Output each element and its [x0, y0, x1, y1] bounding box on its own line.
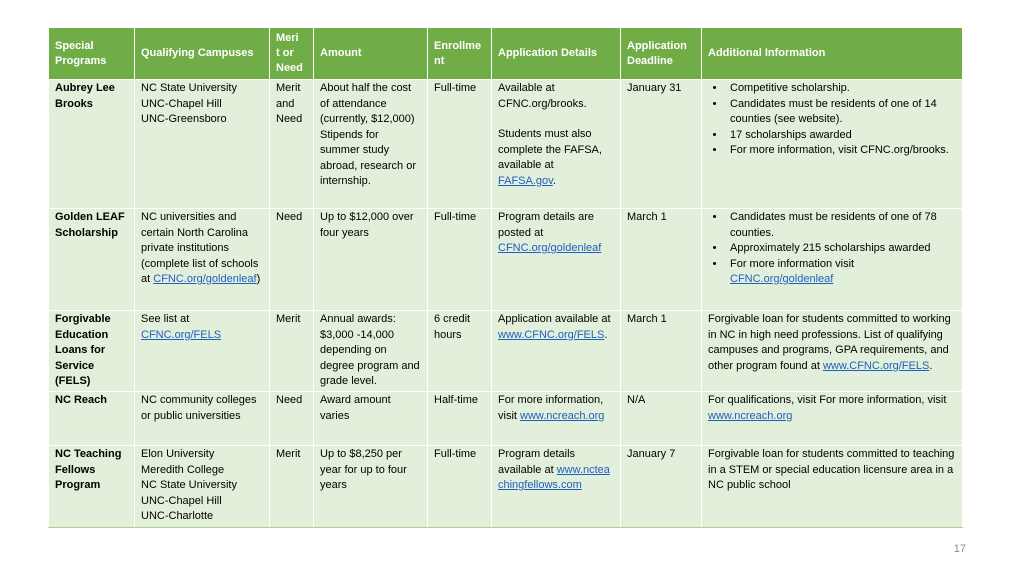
- qualifying-campuses: [135, 209, 270, 311]
- enrollment: Full-time: [428, 80, 492, 209]
- application-deadline: March 1: [621, 209, 702, 311]
- additional-information: [702, 311, 963, 392]
- info-bullet-list: [708, 210, 956, 288]
- additional-information: [702, 80, 963, 209]
- table-row: [49, 311, 963, 392]
- campus-item: UNC-Charlotte: [141, 510, 214, 522]
- ncreach-info-link[interactable]: www.ncreach.org: [708, 409, 793, 422]
- goldenleaf-details-link[interactable]: CFNC.org/goldenleaf: [498, 242, 602, 254]
- header-amount: Amount: [314, 28, 428, 80]
- application-details: [492, 209, 621, 311]
- details-text: Program details are posted at: [498, 211, 594, 239]
- info-bullet: [726, 257, 956, 288]
- details-text: Students must also complete the FAFSA, available at: [498, 128, 602, 171]
- goldenleaf-link[interactable]: CFNC.org/goldenleaf: [153, 273, 257, 285]
- qualifying-campuses: [135, 80, 270, 209]
- ncreach-details-link[interactable]: www.ncreach.org: [520, 409, 605, 422]
- amount: Award amount varies: [314, 392, 428, 446]
- campus-item: Meredith College: [141, 463, 225, 476]
- merit-or-need: Merit: [270, 311, 314, 392]
- application-deadline: N/A: [621, 392, 702, 446]
- details-text: For more information, visit: [498, 394, 604, 422]
- info-bullet-text: For more information visit: [730, 257, 855, 270]
- merit-or-need: Merit and Need: [270, 80, 314, 209]
- program-name: Aubrey Lee Brooks: [49, 80, 135, 209]
- info-bullet: • 17 scholarships awarded: [726, 128, 956, 144]
- campuses-text: NC universities and certain North Carolina private institutions (complete list of schools at: [141, 211, 259, 285]
- info-bullet: • Candidates must be residents of one of 14 counties (see website).: [726, 97, 956, 128]
- campuses-text: See list at: [141, 313, 190, 325]
- header-enrollment-line-2: nt: [434, 54, 445, 67]
- amount: Up to $12,000 over four years: [314, 209, 428, 311]
- campus-item: UNC-Greensboro: [141, 113, 227, 125]
- fels-info-link[interactable]: www.CFNC.org/FELS: [822, 359, 930, 372]
- campuses-punctuation: ): [256, 273, 261, 285]
- header-merit-or-need: [270, 28, 314, 80]
- info-bullet-list: [708, 81, 956, 159]
- header-merit-line-1: Meri: [276, 32, 299, 44]
- header-enrollment: [428, 28, 492, 80]
- header-application-deadline: Application Deadline: [621, 28, 702, 80]
- enrollment: Half-time: [428, 392, 492, 446]
- application-details: [492, 446, 621, 528]
- info-text: For qualifications, visit For more information, visit: [708, 394, 947, 406]
- amount: Annual awards: $3,000 -14,000 depending on degree program and grade level.: [314, 311, 428, 392]
- enrollment: Full-time: [428, 446, 492, 528]
- amount: Up to $8,250 per year for up to four years: [314, 446, 428, 528]
- details-text: Program details available at: [498, 448, 576, 476]
- table-row: [49, 209, 963, 311]
- page-number: 17: [953, 543, 966, 555]
- scholarship-table: [48, 27, 963, 528]
- header-enrollment-line-1: Enrollme: [434, 39, 482, 52]
- ncteachingfellows-link[interactable]: www.ncteachingfellows.com: [498, 463, 610, 491]
- details-spacer: [498, 112, 614, 127]
- info-bullet: • For more information, visit CFNC.org/brooks.: [726, 143, 956, 159]
- program-name: NC Teaching Fellows Program: [49, 446, 135, 528]
- table-row: [49, 392, 963, 446]
- application-details: [492, 311, 621, 392]
- additional-information: [702, 209, 963, 311]
- info-bullet: • Competitive scholarship.: [726, 81, 956, 97]
- application-details: [492, 80, 621, 209]
- merit-or-need: Need: [270, 209, 314, 311]
- program-name: NC Reach: [49, 392, 135, 446]
- amount: About half the cost of attendance (currently, $12,000) Stipends for summer study abroad, research or internship.: [314, 80, 428, 209]
- fels-list-link[interactable]: CFNC.org/FELS: [141, 328, 222, 341]
- details-punctuation: .: [604, 328, 608, 341]
- merit-or-need: Need: [270, 392, 314, 446]
- additional-information: [702, 392, 963, 446]
- application-deadline: March 1: [621, 311, 702, 392]
- additional-information: Forgivable loan for students committed to teaching in a STEM or special education licensure area in a NC public school: [702, 446, 963, 528]
- header-additional-information: Additional Information: [702, 28, 963, 80]
- application-deadline: January 31: [621, 80, 702, 209]
- goldenleaf-info-link[interactable]: CFNC.org/goldenleaf: [730, 273, 834, 285]
- campus-item: UNC-Chapel Hill: [141, 97, 222, 110]
- qualifying-campuses: NC community colleges or public universities: [135, 392, 270, 446]
- campus-item: NC State University: [141, 479, 237, 491]
- details-text: Available at CFNC.org/brooks.: [498, 82, 587, 110]
- campus-item: Elon University: [141, 448, 215, 460]
- fafsa-link[interactable]: FAFSA.gov: [498, 174, 553, 187]
- table-row: [49, 446, 963, 528]
- header-special-programs: Special Programs: [49, 28, 135, 80]
- program-name: Forgivable Education Loans for Service (FELS): [49, 311, 135, 392]
- header-merit-line-3: Need: [276, 62, 303, 74]
- qualifying-campuses: [135, 446, 270, 528]
- info-bullet: • Approximately 215 scholarships awarded: [726, 241, 956, 257]
- table-header-row: [49, 28, 963, 80]
- details-text: Application available at: [498, 313, 611, 325]
- application-deadline: January 7: [621, 446, 702, 528]
- header-application-details: Application Details: [492, 28, 621, 80]
- scholarship-table-container: [48, 27, 962, 528]
- application-details: [492, 392, 621, 446]
- info-punctuation: .: [929, 359, 933, 372]
- qualifying-campuses: [135, 311, 270, 392]
- campus-item: UNC-Chapel Hill: [141, 494, 222, 507]
- fels-details-link[interactable]: www.CFNC.org/FELS: [498, 328, 605, 341]
- details-punctuation: .: [552, 174, 556, 187]
- info-text: Forgivable loan for students committed to working in NC in high need professions. List of qualifying campuses and programs, GPA requirements, and other program found at: [708, 313, 951, 372]
- header-merit-line-2: t or: [276, 47, 294, 59]
- enrollment: Full-time: [428, 209, 492, 311]
- table-row: [49, 80, 963, 209]
- campus-item: NC State University: [141, 82, 237, 94]
- header-qualifying-campuses: Qualifying Campuses: [135, 28, 270, 80]
- merit-or-need: Merit: [270, 446, 314, 528]
- info-bullet: • Candidates must be residents of one of 78 counties.: [726, 210, 956, 241]
- program-name: Golden LEAF Scholarship: [49, 209, 135, 311]
- enrollment: 6 credit hours: [428, 311, 492, 392]
